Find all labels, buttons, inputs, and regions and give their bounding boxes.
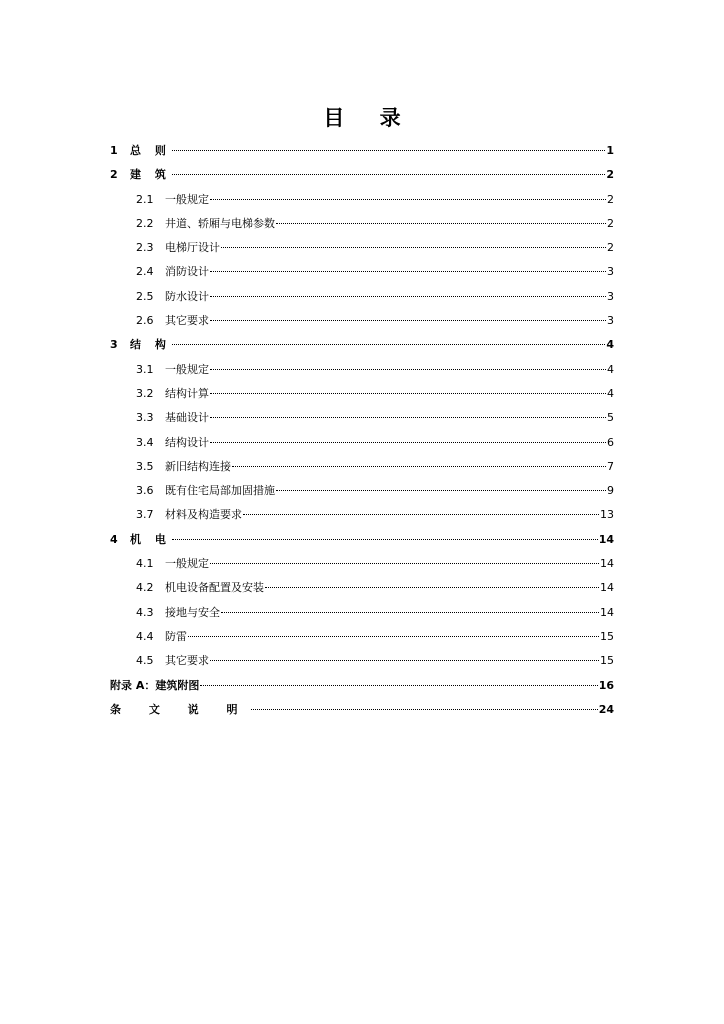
toc-entry-page: 14: [598, 532, 614, 546]
toc-entry[interactable]: [110, 603, 614, 627]
toc-entry-number: 2.2: [136, 216, 154, 230]
toc-entry-title: 既有住宅局部加固措施: [165, 484, 275, 498]
toc-dot-leader: [172, 174, 606, 175]
toc-entry[interactable]: [110, 360, 614, 384]
toc-entry-page: 14: [600, 605, 614, 619]
toc-entry-number: 3.2: [136, 386, 154, 400]
toc-entry-title: 一般规定: [165, 362, 209, 376]
toc-entry-page: 9: [607, 484, 614, 498]
toc-entry-page: 4: [607, 362, 614, 376]
toc-entry-title: 接地与安全: [165, 605, 220, 619]
toc-entry-number: 3: [110, 338, 118, 352]
toc-entry[interactable]: [110, 262, 614, 286]
toc-entry-page: 14: [600, 557, 614, 571]
toc-entry-number: 3.6: [136, 484, 154, 498]
toc-dot-leader: [210, 660, 599, 661]
toc-entry-title: 机电设备配置及安装: [165, 581, 264, 595]
toc-dot-leader: [172, 150, 606, 151]
toc-entry[interactable]: [110, 141, 614, 165]
toc-dot-leader: [210, 393, 606, 394]
toc-entry-page: 3: [607, 314, 614, 328]
toc-entry-number: 4.5: [136, 654, 154, 668]
toc-dot-leader: [221, 247, 606, 248]
toc-entry[interactable]: [110, 554, 614, 578]
toc-entry-title: 总 则: [130, 144, 171, 157]
toc-entry-title: 材料及构造要求: [165, 508, 242, 522]
toc-entry-title: 一般规定: [165, 557, 209, 571]
toc-dot-leader: [210, 369, 606, 370]
toc-entry-page: 4: [607, 386, 614, 400]
toc-entry-number: 4: [110, 532, 118, 546]
toc-dot-leader: [172, 344, 606, 345]
toc-entry-title: 井道、轿厢与电梯参数: [165, 216, 275, 230]
toc-dot-leader: [210, 199, 606, 200]
toc-entry-title: 其它要求: [165, 314, 209, 328]
toc-entry-title: 条 文 说 明: [110, 702, 250, 716]
toc-entry-number: 2: [110, 168, 118, 182]
toc-entry-title: 机 电: [130, 532, 171, 546]
toc-entry-number: 3.4: [136, 435, 154, 449]
toc-entry-title: 建 筑: [130, 168, 171, 182]
toc-entry-title: 结构设计: [165, 435, 209, 449]
toc-entry-number: 3.7: [136, 508, 154, 522]
toc-entry-page: 2: [607, 192, 614, 206]
toc-entry-number: 3.5: [136, 459, 154, 473]
toc-entry[interactable]: [110, 505, 614, 529]
toc-entry-title: 附录 A：建筑附图: [110, 678, 200, 692]
toc-entry-title: 结构计算: [165, 386, 209, 400]
toc-entry-page: 6: [607, 435, 614, 449]
toc-entry[interactable]: [110, 190, 614, 214]
toc-entry-page: 24: [598, 702, 614, 716]
toc-entry-number: 3.1: [136, 362, 154, 376]
toc-entry-title: 防水设计: [165, 289, 209, 303]
toc-entry[interactable]: [110, 530, 614, 554]
toc-entry-page: 2: [607, 216, 614, 230]
toc-entry-title: 基础设计: [165, 411, 209, 425]
toc-entry[interactable]: [110, 287, 614, 311]
toc-entry-number: 4.1: [136, 557, 154, 571]
toc-dot-leader: [210, 442, 606, 443]
toc-entry-number: 4.4: [136, 629, 154, 643]
toc-entry[interactable]: [110, 335, 614, 359]
toc-entry[interactable]: [110, 481, 614, 505]
toc-dot-leader: [210, 417, 606, 418]
toc-dot-leader: [276, 490, 606, 491]
toc-entry-page: 3: [607, 265, 614, 279]
toc-entry-title: 其它要求: [165, 654, 209, 668]
toc-entry-page: 2: [606, 168, 614, 182]
toc-entry-page: 3: [607, 289, 614, 303]
toc-entry[interactable]: [110, 214, 614, 238]
toc-entry[interactable]: [110, 700, 614, 724]
toc-entry[interactable]: [110, 457, 614, 481]
toc-dot-leader: [221, 612, 599, 613]
toc-entry[interactable]: [110, 311, 614, 335]
toc-dot-leader: [200, 685, 597, 686]
toc-entry-number: 4.3: [136, 605, 154, 619]
toc-entry-page: 1: [606, 144, 614, 157]
toc-entry-page: 2: [607, 241, 614, 255]
toc-entry[interactable]: [110, 651, 614, 675]
toc-entry-number: 2.1: [136, 192, 154, 206]
toc-dot-leader: [188, 636, 599, 637]
toc-entry-title: 防雷: [165, 629, 187, 643]
toc-entry[interactable]: [110, 408, 614, 432]
toc-entry[interactable]: [110, 578, 614, 602]
toc-entry-title: 新旧结构连接: [165, 459, 231, 473]
toc-entry[interactable]: [110, 676, 614, 700]
toc-entry-number: 2.5: [136, 289, 154, 303]
toc-entry-page: 16: [598, 678, 614, 692]
toc-dot-leader: [276, 223, 606, 224]
toc-entry-page: 15: [600, 654, 614, 668]
toc-entry[interactable]: [110, 433, 614, 457]
toc-dot-leader: [210, 296, 606, 297]
table-of-contents: [110, 141, 614, 724]
toc-entry-page: 13: [600, 508, 614, 522]
toc-entry[interactable]: [110, 165, 614, 189]
toc-dot-leader: [243, 514, 599, 515]
toc-entry-page: 7: [607, 459, 614, 473]
toc-entry-number: 2.3: [136, 241, 154, 255]
toc-dot-leader: [172, 539, 598, 540]
toc-entry-page: 4: [606, 338, 614, 352]
toc-entry-number: 2.4: [136, 265, 154, 279]
toc-entry-number: 3.3: [136, 411, 154, 425]
toc-dot-leader: [232, 466, 606, 467]
toc-dot-leader: [210, 563, 599, 564]
toc-entry[interactable]: [110, 384, 614, 408]
toc-entry-page: 5: [607, 411, 614, 425]
toc-entry-page: 15: [600, 629, 614, 643]
toc-entry-title: 消防设计: [165, 265, 209, 279]
toc-entry-title: 电梯厅设计: [165, 241, 220, 255]
page-title: 目 录: [323, 106, 415, 130]
toc-entry-number: 2.6: [136, 314, 154, 328]
toc-entry[interactable]: [110, 627, 614, 651]
toc-entry-number: 4.2: [136, 581, 154, 595]
toc-entry-number: 1: [110, 144, 118, 157]
toc-entry-title: 一般规定: [165, 192, 209, 206]
toc-dot-leader: [210, 271, 606, 272]
toc-entry-page: 14: [600, 581, 614, 595]
toc-entry[interactable]: [110, 238, 614, 262]
toc-dot-leader: [251, 709, 598, 710]
toc-dot-leader: [265, 587, 599, 588]
toc-dot-leader: [210, 320, 606, 321]
toc-entry-title: 结 构: [130, 338, 171, 352]
